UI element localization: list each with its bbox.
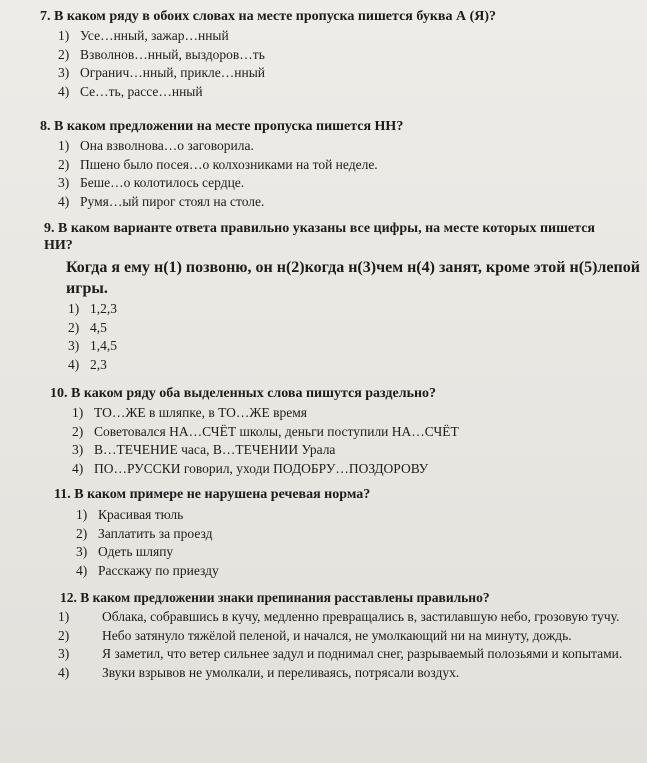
option[interactable] bbox=[58, 608, 647, 627]
option-number: 3) bbox=[58, 646, 70, 661]
option[interactable] bbox=[58, 627, 647, 646]
question-title: 12. В каком предложении знаки препинания расставлены правильно? bbox=[60, 590, 490, 605]
question-11 bbox=[0, 487, 647, 580]
option[interactable] bbox=[58, 137, 647, 156]
option-number: 1) bbox=[58, 609, 70, 624]
option-number: 3) bbox=[72, 442, 84, 457]
options-list bbox=[58, 27, 647, 101]
option[interactable] bbox=[72, 404, 647, 423]
option-text: Расскажу по приезду bbox=[98, 562, 219, 578]
option-text: Огранич…нный, прикле…нный bbox=[80, 65, 265, 80]
option[interactable] bbox=[68, 356, 647, 375]
option-number: 2) bbox=[76, 525, 88, 541]
option-text: Советовался НА…СЧЁТ школы, деньги поступили НА…СЧЁТ bbox=[94, 423, 459, 439]
option-number: 1) bbox=[76, 507, 88, 522]
option-text: В…ТЕЧЕНИЕ часа, В…ТЕЧЕНИИ Урала bbox=[94, 442, 336, 457]
option-text: 2,3 bbox=[90, 356, 107, 372]
question-12 bbox=[0, 590, 647, 682]
option-number: 1) bbox=[72, 405, 84, 420]
options-list bbox=[58, 137, 647, 211]
option-text: Звуки взрывов не умолкали, и переливаясь, потрясали воздух. bbox=[102, 664, 460, 680]
option[interactable] bbox=[58, 27, 647, 46]
options-list bbox=[72, 404, 647, 478]
option[interactable] bbox=[76, 562, 647, 581]
option[interactable] bbox=[58, 664, 647, 683]
option[interactable] bbox=[68, 300, 647, 319]
option-number: 3) bbox=[76, 544, 88, 559]
option-number: 4) bbox=[76, 562, 88, 578]
option-text: Взволнов…нный, выздоров…ть bbox=[80, 46, 265, 62]
option-text: Небо затянуло тяжёлой пеленой, и начался, не умолкающий ни на минуту, дождь. bbox=[102, 627, 572, 643]
option-text: Пшено было посея…о колхозниками на той неделе. bbox=[80, 156, 378, 172]
options-list bbox=[68, 300, 647, 374]
option-text: 4,5 bbox=[90, 319, 107, 335]
option-number: 1) bbox=[58, 138, 70, 153]
question-title: 7. В каком ряду в обоих словах на месте пропуска пишется буква А (Я)? bbox=[40, 9, 496, 24]
option-number: 2) bbox=[58, 627, 70, 643]
option-number: 4) bbox=[58, 193, 70, 209]
option-number: 4) bbox=[68, 356, 80, 372]
question-title: 11. В каком примере не нарушена речевая норма? bbox=[54, 487, 371, 502]
question-10 bbox=[0, 386, 647, 478]
option-text: Одеть шляпу bbox=[98, 544, 174, 559]
option-number: 1) bbox=[58, 28, 70, 43]
options-list bbox=[58, 608, 647, 682]
option[interactable] bbox=[72, 441, 647, 460]
option-text: Я заметил, что ветер сильнее задул и поднимал снег, разрываемый полозьями и копытами. bbox=[102, 646, 623, 661]
question-title: 9. В каком варианте ответа правильно указаны все цифры, на месте которых пишется НИ? bbox=[44, 221, 595, 253]
option-text: Облака, собравшись в кучу, медленно превращались в, застилавшую небо, грозовую тучу. bbox=[102, 609, 620, 624]
option-text: Заплатить за проезд bbox=[98, 525, 213, 541]
question-9 bbox=[0, 220, 647, 374]
option-text: ПО…РУССКИ говорил, уходи ПОДОБРУ…ПОЗДОРОВУ bbox=[94, 460, 429, 476]
option-number: 3) bbox=[58, 65, 70, 80]
option-text: Она взволнова…о заговорила. bbox=[80, 138, 254, 153]
option-text: 1,4,5 bbox=[90, 338, 117, 353]
option[interactable] bbox=[58, 645, 647, 664]
option-number: 4) bbox=[58, 664, 70, 680]
option[interactable] bbox=[58, 193, 647, 212]
option[interactable] bbox=[72, 423, 647, 442]
option[interactable] bbox=[58, 83, 647, 102]
option[interactable] bbox=[68, 337, 647, 356]
option[interactable] bbox=[76, 543, 647, 562]
option[interactable] bbox=[68, 319, 647, 338]
option[interactable] bbox=[72, 460, 647, 479]
option-text: Се…ть, рассе…нный bbox=[80, 83, 203, 99]
option-text: Красивая тюль bbox=[98, 507, 184, 522]
option-number: 3) bbox=[68, 338, 80, 353]
option-number: 2) bbox=[68, 319, 80, 335]
options-list bbox=[76, 506, 647, 580]
option-number: 2) bbox=[72, 423, 84, 439]
option-text: ТО…ЖЕ в шляпке, в ТО…ЖЕ время bbox=[94, 405, 307, 420]
option-number: 1) bbox=[68, 301, 80, 316]
option[interactable] bbox=[76, 506, 647, 525]
question-sentence: Когда я ему н(1) позвоню, он н(2)когда н(3)чем н(4) занят, кроме этой н(5)лепой игры. bbox=[66, 259, 640, 297]
option-text: Румя…ый пирог стоял на столе. bbox=[80, 193, 265, 209]
option-number: 3) bbox=[58, 175, 70, 190]
option-number: 4) bbox=[58, 83, 70, 99]
question-8 bbox=[0, 119, 647, 211]
option[interactable] bbox=[58, 46, 647, 65]
option[interactable] bbox=[58, 156, 647, 175]
option[interactable] bbox=[76, 525, 647, 544]
option-number: 2) bbox=[58, 156, 70, 172]
option-text: Беше…о колотилось сердце. bbox=[80, 175, 245, 190]
option-number: 2) bbox=[58, 46, 70, 62]
question-7 bbox=[0, 9, 647, 101]
question-title: 8. В каком предложении на месте пропуска пишется НН? bbox=[40, 119, 404, 134]
option-text: 1,2,3 bbox=[90, 301, 117, 316]
question-title: 10. В каком ряду оба выделенных слова пишутся раздельно? bbox=[50, 386, 437, 401]
option-text: Усе…нный, зажар…нный bbox=[80, 28, 229, 43]
option[interactable] bbox=[58, 174, 647, 193]
option[interactable] bbox=[58, 64, 647, 83]
option-number: 4) bbox=[72, 460, 84, 476]
